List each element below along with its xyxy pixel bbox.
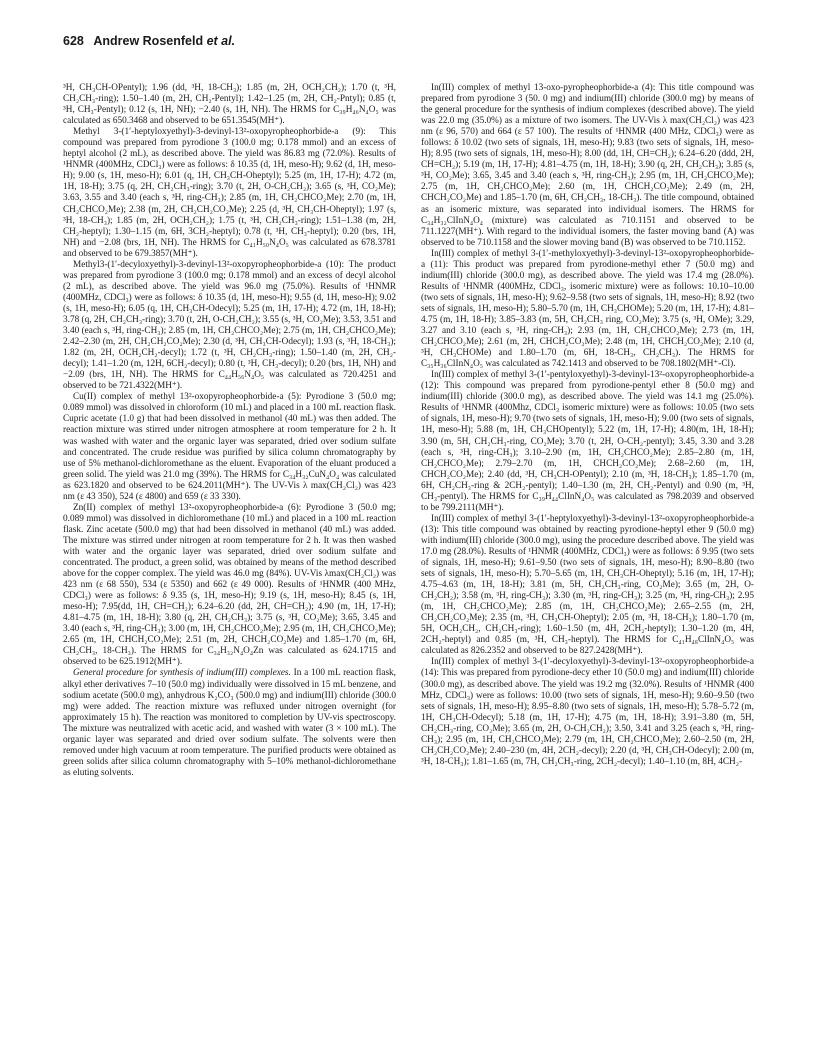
left-column: [63, 83, 396, 779]
paragraph: In(III) complex of methyl 3-(1′-methyloxyethyl)-3-devinyl-13²-oxopyropheophorbide-a (11): This product was prepared from pyrodione-methyl ether 7 (50.0 mg) and indium(III) chloride (300.0 mg), as described above. The yield was 17.4 mg (28.0%). Results of ¹HNMR (400MHz, CDCl₃, isomeric mixture) were as follows: 10.10–10.00 (two sets of signals, 1H, meso-H); 9.62–9.58 (two sets of signals, 1H, meso-H); 8.92 (two sets of signals, 1H, meso-H); 5.80–5.70 (m, 1H, CH₃CHOMe); 5.20 (m, 1H, 17-H); 4.81–4.75 (m, 1H, 18-H); 3.85–3.83 (m, 5H, CH₂CH₃ ring, CO₂Me); 3.75 (s, ³H, OMe); 3.29, 3.27 and 3.10 (each s, ³H, ring-CH₃); 2.93 (m, 1H, CH₂CHCO₂Me); 2.73 (m, 1H, CH₂CHCO₂Me); 2.61 (m, 2H, CHCH₂CO₂Me); 2.48 (m, 1H, CHCH₂CO₂Me); 2.10 (d, ³H, CH₃CHOMe) and 1.80–1.70 (m, 6H, 18-CH₃, CH₂CH₃). The HRMS for C₃₅H₃₆ClInN₄O₅ was calculated as 742.1413 and observed to be 708.1802(MH⁺-Cl).: [421, 248, 754, 370]
paragraph: Zn(II) complex of methyl 13²-oxopyropheophorbide-a (6): Pyrodione 3 (50.0 mg; 0.089 mmol) was dissolved in dichloromethane (10 mL) and placed in a 100 mL reaction flask. Zinc acetate (500.0 mg) that had been dissolved in methanol (40 mL) was added. The mixture was stirred under nitrogen at room temperature for 2 h. It was then washed with water and the organic layer was separated, dried over sodium sulfate and concentrated. The product, a green solid, was obtained by means of the method described above for the copper complex. The yield was 46.0 mg (84%). UV-Vis λmax(CH₂Cl₂) was 423 nm (ε 68 550), 534 (ε 5350) and 662 (ε 49 000). Results of ¹HNMR (400 MHz, CDCl₃) were as follows: δ 9.35 (s, 1H, meso-H); 9.19 (s, 1H, meso-H); 8.45 (s, 1H, meso-H); 7.95(dd, 1H, CH=CH₂); 6.24–6.20 (dd, 2H, CH=CH₂); 4.90 (m, 1H, 17-H); 4.81–4.75 (m, 1H, 18-H); 3.80 (q, 2H, CH₂CH₃); 3.75 (s, ³H, CO₂Me); 3.65, 3.45 and 3.40 (each s, ³H, ring-CH₃); 3.00 (m, 1H, CH₂CHCO₂Me); 2.95 (m, 1H, CH₂CHCO₂Me); 2.65 (m, 1H, CHCH₂CO₂Me); 2.51 (m, 2H, CHCH₂CO₂Me) and 1.85–1.70 (m, 6H, CH₂CH₃, 18-CH₃). The HRMS for C₃₄H₃₂N₄O₄Zn was calculated as 624.1715 and observed to be 625.1912(MH⁺).: [63, 502, 396, 668]
paragraph-lead-in: General procedure for synthesis of indium(III) complexes.: [73, 668, 291, 679]
paragraph: ³H, CH₃CH-OPentyl); 1.96 (dd, ³H, 18-CH₃); 1.85 (m, 2H, OCH₂CH₂); 1.70 (t, ³H, CH₂CH₃-ring); 1.50–1.40 (m, 2H, CH₂-Pentyl); 1.42–1.25 (m, 2H, CH₂-Pntyl); 0.85 (t, ³H, CH₃-Pentyl); 0.12 (s, 1H, NH); −2.40 (s, 1H, NH). The HRMS for C₃₉H₄₆N₄O₅ was calculated as 650.3468 and observed to be 651.3545(MH⁺).: [63, 83, 396, 127]
running-head: [63, 34, 235, 48]
paragraph: Cu(II) complex of methyl 13²-oxopyropheophorbide-a (5): Pyrodione 3 (50.0 mg; 0.089 mmol) was dissolved in chloroform (10 mL) and placed in a 100 mL reaction flask. Cupric acetate (1.0 g) that had been dissolved in methanol (40 mL) was then added. The reaction mixture was stirred under nitrogen atmosphere at room temperature for 2 h. It was washed with water and the organic layer was separated, dried over sodium sulfate and concentrated. The crude residue was purified by silica column chromatography by use of 5% methanol-dichloromethane as the eluent. Evaporation of the eluant produced a green solid. The yield was 21.0 mg (39%). The HRMS for C₃₄H₃₂CuN₄O₄ was calculated as 623.1820 and observed to be 624.2011(MH⁺). The UV-Vis λ max(CH₂Cl₂) was 423 nm (ε 43 350), 524 (ε 4800) and 659 (ε 33 330).: [63, 392, 396, 502]
paragraph-body: In a 100 mL reaction flask, alkyl ether derivatives 7–10 (50.0 mg) individually were dissolved in 15 mL benzene, and sodium acetate (500.0 mg), anhydrous K₂CO₃ (500.0 mg) and indium(III) chloride (300.0 mg) were added. The reaction mixture was refluxed under nitrogen overnight (for approximately 15 h). The reaction was monitored to completion by UV-vis spectroscopy. The mixture was neutralized with acetic acid, and washed with water (3 × 100 mL). The organic layer was separated and dried over sodium sulfate. The solvents were then removed under high vacuum at room temperature. The purified products were obtained as green solids after silica column chromatography with 5–10% methanol-dichloromethane as eluting solvents.: [63, 668, 396, 778]
running-head-etal: et al.: [206, 34, 236, 48]
paragraph: In(III) complex of methyl 3-(1′-heptyloxyethyl)-3-devinyl-13²-oxopyropheophorbide-a (13): This title compound was obtained by reacting pyrodione-heptyl ether 9 (50.0 mg) with indium(III) chloride (300.0 mg), using the procedure described above. The yield was 17.0 mg (28.0%). Results of ¹HNMR (400MHz, CDCl₃) were as follows: δ 9.95 (two sets of signals, 1H, meso-H); 9.61–9.50 (two sets of signals, 1H, meso-H); 8.90–8.80 (two sets of signals, 1H, meso-H); 5.70–5.65 (m, 1H, CH₃CH-Oheptyl); 5.16 (m, 1H, 17-H); 4.75–4.63 (m, 1H, 18-H); 3.81 (m, 5H, CH₂CH₃-ring, CO₂Me); 3.65 (m, 2H, O-CH₂CH₂); 3.58 (m, ³H, ring-CH₃); 3.30 (m, ³H, ring-CH₃); 3.25 (m, ³H, ring-CH₃); 2.95 (m, 1H, CH₂CHCO₂Me); 2.85 (m, 1H, CH₂CHCO₂Me); 2.65–2.55 (m, 2H, CH₂CH₂CO₂Me); 2.35 (m, ³H, CH₃CH-Oheptyl); 2.05 (m, ³H, 18-CH₃); 1.80–1.70 (m, 5H, OCH₂CH₂, CH₂CH₃-ring); 1.60–1.50 (m, 4H, 2CH₂-heptyl); 1.30–1.20 (m, 4H, 2CH₂-heptyl) and 0.85 (m, ³H, CH₃-heptyl). The HRMS for C₄₁H₄₈ClInN₄O₅ was calculated as 826.2352 and observed to be 827.2428(MH⁺).: [421, 513, 754, 657]
paragraph-general-procedure: [63, 668, 396, 778]
right-column: [421, 83, 754, 768]
running-head-author: Andrew Rosenfeld: [93, 34, 204, 48]
paragraph: In(III) complex of methyl 13-oxo-pyropheophorbide-a (4): This title compound was prepared from pyrodione 3 (50. 0 mg) and indium(III) chloride (300.0 mg) by means of the general procedure for the synthesis of indium complexes (described above). The yield was 22.0 mg (35.0%) as a mixture of two isomers. The UV-Vis λ max(CH₂Cl₂) was 423 nm (ε 96, 570) and 664 (ε 57 100). The results of ¹HNMR (400 MHz, CDCl₃) were as follows: δ 10.02 (two sets of signals, 1H, meso-H); 9.83 (two sets of signals, 1H, meso-H); 8.95 (two sets of signals, 1H, meso-H); 8.00 (dd, 1H, CH=CH₂); 6.24–6.20 (ddd, 2H, CH=CH₂); 5.19 (m, 1H, 17-H); 4.81–4.75 (m, 1H, 18-H); 3.90 (q, 2H, CH₂CH₃); 3.85 (s, ³H, CO₂Me); 3.65, 3.45 and 3.40 (each s, ³H, ring-CH₃); 2.95 (m, 1H, CH₂CHCO₂Me); 2.75 (m, 1H, CH₂CHCO₂Me); 2.60 (m, 1H, CHCH₂CO₂Me); 2.49 (m, 2H, CHCH₂CO₂Me) and 1.85–1.70 (m, 6H, CH₂CH₃, 18-CH₃). The title compound, obtained as an isomeric mixture, was separated into individual isomers. The HRMS for C₃₄H₃₂ClInN₄O₄ (mixture) was calculated as 710.1151 and observed to be 711.1227(MH⁺). With regard to the individual isomers, the faster moving band (A) was observed to be 710.1158 and the slower moving band (B) was observed to be 710.1152.: [421, 83, 754, 248]
paragraph: In(III) complex of methyl 3-(1′-decyloxyethyl)-3-devinyl-13²-oxopyropheophorbide-a (14): This was prepared from pyrodione-decy ether 10 (50.0 mg) and indium(III) chloride (300.0 mg), as described above. The yield was 19.2 mg (32.0%). Results of ¹HNMR (400 MHz, CDCl₃) were as follows: 10.00 (two sets of signals, 1H, meso-H); 9.60–9.50 (two sets of signals, 1H, meso-H); 8.95–8.80 (two sets of signals, 1H, meso-H); 5.78–5.72 (m, 1H, CH₃CH-Odecyl); 5.18 (m, 1H, 17-H); 4.75 (m, 1H, 18-H); 3.91–3.80 (m, 5H, CH₂CH₃-ring, CO₂Me); 3.65 (m, 2H, O-CH₂CH₂); 3.50, 3.41 and 3.25 (each s, ³H, ring-CH₃); 2.95 (m, 1H, CH₂CHCO₂Me); 2.79 (m, 1H, CH₂CHCO₂Me); 2.60–2.50 (m, 2H, CH₂CH₂CO₂Me); 2.40–230 (m, 4H, 2CH₂-decyl); 2.20 (d, ³H, CH₃CH-Odecyl); 2.00 (m, ³H, 18-CH₃); 1.81–1.65 (m, 7H, CH₂CH₃-ring, 2CH₂-decyl); 1.40–1.10 (m, 8H, 4CH₂-: [421, 657, 754, 767]
paragraph: Methyl3-(1′-decyloxyethyl)-3-devinyl-13²-oxopyropheophorbide-a (10): The product was prepared from pyrodione 3 (100.0 mg; 0.178 mmol) and an excess of decyl alcohol (2 mL), as described above. The yield was 96.0 mg (75.0%). Results of ¹HNMR (400MHz, CDCl₃) were as follows: δ 10.35 (d, 1H, meso-H); 9.55 (d, 1H, meso-H); 9.02 (s, 1H, meso-H); 6.05 (q, 1H, CH₃CH-Odecyl); 5.25 (m, 1H, 17-H); 4.72 (m, 1H, 18-H); 3.78 (q, 2H, CH₂CH₃-ring); 3.70 (t, 2H, O-CH₂CH₂); 3.55 (s, ³H, CO₂Me); 3.53, 3.51 and 3.40 (each s, ³H, ring-CH₃); 2.85 (m, 1H, CH₂CHCO₂Me); 2.75 (m, 1H, CH₂CHCO₂Me); 2.42–2.30 (m, 2H, CH₂CH₂CO₂Me); 2.30 (d, ³H, CH₃CH-Odecyl); 1.93 (s, ³H, 18-CH₃); 1.82 (m, 2H, OCH₂CH₂-decyl); 1.72 (t, ³H, CH₂CH₃-ring); 1.50–1.40 (m, 2H, CH₂-decyl); 1.41–1.20 (m, 12H, 6CH₂-decyl); 0.80 (t, ³H, CH₃-decyl); 0.20 (brs, 1H, NH) and −2.09 (brs, 1H, NH). The HRMS for C₄₄H₅₆N₄O₅ was calculated as 720.4251 and observed to be 721.4322(MH⁺).: [63, 259, 396, 392]
page-number: 628: [63, 34, 84, 48]
paragraph: In(III) complex of methyl 3-(1′-pentyloxyethyl)-3-devinyl-13²-oxopyropheophorbide-a (12): This compound was prepared from pyrodione-pentyl ether 8 (50.0 mg) and indium(III) chloride (300.0 mg), as described above. The yield was 14.1 mg (25.0%). Results of ¹HNMR (400Mhz, CDCl₃ isomeric mixture) were as follows: 10.05 (two sets of signals, 1H, meso-H); 9.70 (two sets of signals, 1H, meso-H); 9.00 (two sets of signals, 1H, meso-H); 5.88 (m, 1H, CH₃CHOpentyl); 5.22 (m, 1H, 17-H); 4.80(m, 1H, 18-H); 3.90 (m, 5H, CH₂CH₃-ring, CO₂Me); 3.70 (t, 2H, O-CH₂-pentyl); 3.45, 3.30 and 3.28 (each s, ³H, ring-CH₃); 3.10–2.90 (m, 1H, CH₂CHCO₂Me); 2.85–2.80 (m, 1H, CH₂CHCO₂Me); 2.79–2.70 (m, 1H, CHCH₂CO₂Me); 2.68–2.60 (m, 1H, CHCH₂CO₂Me); 2.40 (dd, ³H, CH₃CH-OPentyl); 2.10 (m, ³H, 18-CH₃); 1.85–1.70 (m, 6H, CH₂CH₃-ring & 2CH₂-pentyl); 1.40–1.30 (m, 2H, CH₂-Pentyl) and 0.90 (m, ³H, CH₃-pentyl). The HRMS for C₃₉H₄₄ClInN₄O₅ was calculated as 798.2039 and observed to be 799.2111(MH⁺).: [421, 370, 754, 513]
paragraph: Methyl 3-(1′-heptyloxyethyl)-3-devinyl-13²-oxopyropheophorbide-a (9): This compound was prepared from pyrodione 3 (100.0 mg; 0.178 mmol) and an excess of heptyl alcohol (2 mL), as described above. The yield was 86.83 mg (72.0%). Results of ¹HNMR (400MHz, CDCl₃) were as follows: δ 10.35 (d, 1H, meso-H); 9.62 (d, 1H, meso-H); 9.00 (s, 1H, meso-H); 6.01 (q, 1H, CH₃CH-Oheptyl); 5.25 (m, 1H, 17-H); 4.72 (m, 1H, 18-H); 3.75 (q, 2H, CH₂CH₃-ring); 3.70 (t, 2H, O-CH₂CH₂); 3.65 (s, ³H, CO₂Me); 3.63, 3.55 and 3.40 (each s, ³H, ring-CH₃); 2.85 (m, 1H, CH₂CHCO₂Me); 2.70 (m, 1H, CH₂CHCO₂Me); 2.38 (m, 2H, CH₂CH₂CO₂Me); 2.25 (d, ³H, CH₃CH-Oheptyl); 1.97 (s, ³H, 18-CH₃); 1.85 (m, 2H, OCH₂CH₂); 1.75 (t, ³H, CH₂CH₃-ring); 1.51–1.38 (m, 2H, CH₂-heptyl); 1.30–1.15 (m, 6H, 3CH₂-heptyl); 0.78 (t, ³H, CH₃-heptyl); 0.20 (brs, 1H, NH) and −2.08 (brs, 1H, NH). The HRMS for C₄₁H₅₀N₄O₅ was calculated as 678.3781 and observed to be 679.3857(MH⁺).: [63, 127, 396, 259]
